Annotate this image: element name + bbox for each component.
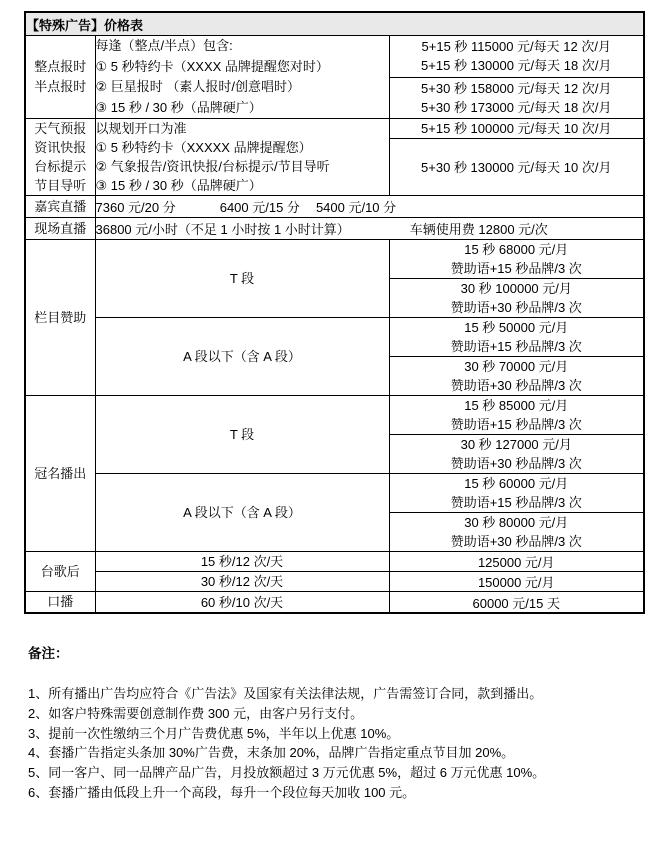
row-label-line: 整点报时 [34,59,87,74]
note-item: 3、提前一次性缴纳三个月广告费优惠 5%，半年以上优惠 10%。 [28,725,400,741]
price-cell [389,513,644,552]
price-item: 5400 元/10 分 [315,200,397,215]
price-item: 7360 元/20 分 [95,200,176,215]
table-row [25,552,644,572]
table-row [25,572,644,592]
price-line: 15 秒 50000 元/月 [464,320,569,335]
desc-line: ② 气象报告/资讯快报/台标提示/节目导听 [95,159,330,174]
table-row [25,240,644,279]
price-line: 15 秒 68000 元/月 [464,242,569,257]
price-line: 赞助语+15 秒品牌/3 次 [450,417,582,432]
price-cell [389,435,644,474]
spec-cell: 60 秒/10 次/天 [95,592,389,614]
price-line: 赞助语+30 秒品牌/3 次 [450,534,582,549]
desc-line: ① 5 秒特约卡（XXXX 品牌提醒您对时） [95,58,329,74]
desc-line: 每逢（整点/半点）包含: [95,38,233,53]
table-row [25,196,644,218]
note-item: 6、套播广播由低段上升一个高段，每升一个段位每天加收 100 元。 [28,784,416,800]
price-line: 30 秒 70000 元/月 [464,359,569,374]
segment-label-a: A 段以下（含 A 段） [95,474,389,552]
price-line: 赞助语+15 秒品牌/3 次 [450,495,582,510]
row-label-weather [25,119,95,196]
table-row [25,474,644,513]
price-line: 赞助语+30 秒品牌/3 次 [450,456,582,471]
price-cell [389,119,644,139]
price-cell: 150000 元/月 [389,572,644,592]
price-cell: 125000 元/月 [389,552,644,572]
desc-line: ① 5 秒特约卡（XXXXX 品牌提醒您） [95,140,312,155]
price-line: 5+30 秒 130000 元/每天 10 次/月 [421,159,612,175]
price-line: 30 秒 80000 元/月 [464,515,569,530]
desc-line: ③ 15 秒 / 30 秒（品牌硬广） [95,178,262,193]
field-live-prices [95,218,644,240]
price-line: 5+30 秒 173000 元/每天 18 次/月 [421,99,612,115]
table-title: 【特殊广告】价格表 [25,12,644,36]
desc-line: ② 巨星报时 （素人报时/创意唱时） [95,79,300,94]
row-label-line: 半点报时 [34,79,87,94]
price-item: 36800 元/小时（不足 1 小时按 1 小时计算） [95,222,350,237]
notes-section [28,646,656,803]
price-cell [389,357,644,396]
price-cell [389,36,644,78]
table-row [25,36,644,78]
row-label-line: 资讯快报 [34,140,87,155]
price-line: 5+15 秒 100000 元/每天 10 次/月 [421,121,612,136]
row-label-title-sponsor: 冠名播出 [25,396,95,552]
guest-live-prices [95,196,644,218]
price-cell [389,474,644,513]
note-item: 5、同一客户、同一品牌产品广告，月投放额超过 3 万元优惠 5%，超过 6 万元优惠 10%。 [28,765,546,781]
table-row [25,318,644,357]
row-label-oral: 口播 [25,592,95,614]
spec-cell: 15 秒/12 次/天 [95,552,389,572]
row-label-line: 天气预报 [34,121,87,136]
table-row [25,218,644,240]
price-line: 5+30 秒 158000 元/每天 12 次/月 [421,80,612,96]
price-cell: 60000 元/15 天 [389,592,644,614]
price-line: 5+15 秒 115000 元/每天 12 次/月 [421,39,611,55]
table-row [25,119,644,139]
price-line: 赞助语+15 秒品牌/3 次 [450,339,582,354]
price-cell [389,318,644,357]
note-item: 4、套播广告指定头条加 30%广告费，末条加 20%，品牌广告指定重点节目加 20%。 [28,745,515,761]
segment-label-t: T 段 [95,240,389,318]
price-line: 30 秒 127000 元/月 [460,437,572,452]
vehicle-fee: 车辆使用费 12800 元/次 [409,222,548,237]
row-label-time-report [25,36,95,119]
price-line: 赞助语+30 秒品牌/3 次 [450,300,582,315]
segment-label-a: A 段以下（含 A 段） [95,318,389,396]
note-item: 2、如客户特殊需要创意制作费 300 元，由客户另行支付。 [28,705,364,721]
row-label-station-song: 台歌后 [25,552,95,592]
row-label-guest-live: 嘉宾直播 [25,196,95,218]
price-item: 6400 元/15 分 [219,200,300,215]
table-title-row [25,12,644,36]
weather-description [95,119,389,196]
price-cell [389,139,644,196]
spec-cell: 30 秒/12 次/天 [95,572,389,592]
desc-line: 以规划开口为准 [95,121,187,136]
row-label-column-sponsor: 栏目赞助 [25,240,95,396]
price-cell [389,396,644,435]
time-report-description [95,36,389,119]
price-cell [389,279,644,318]
price-cell [389,240,644,279]
row-label-line: 节目导听 [34,178,87,193]
note-item: 1、所有播出广告均应符合《广告法》及国家有关法律法规，广告需签订合同，款到播出。 [28,686,543,701]
row-label-field-live: 现场直播 [25,218,95,240]
price-line: 5+15 秒 130000 元/每天 18 次/月 [421,58,612,74]
table-row [25,592,644,614]
desc-line: ③ 15 秒 / 30 秒（品牌硬广） [95,99,262,115]
special-ad-price-table [24,11,645,614]
price-line: 15 秒 60000 元/月 [464,476,569,491]
table-row [25,396,644,435]
segment-label-t: T 段 [95,396,389,474]
price-line: 赞助语+15 秒品牌/3 次 [450,261,582,276]
price-line: 30 秒 100000 元/月 [460,281,572,296]
notes-list [28,684,656,803]
price-line: 赞助语+30 秒品牌/3 次 [450,378,582,393]
notes-title: 备注： [28,646,69,661]
price-cell [389,77,644,119]
price-line: 15 秒 85000 元/月 [464,398,569,413]
row-label-line: 台标提示 [34,159,87,174]
